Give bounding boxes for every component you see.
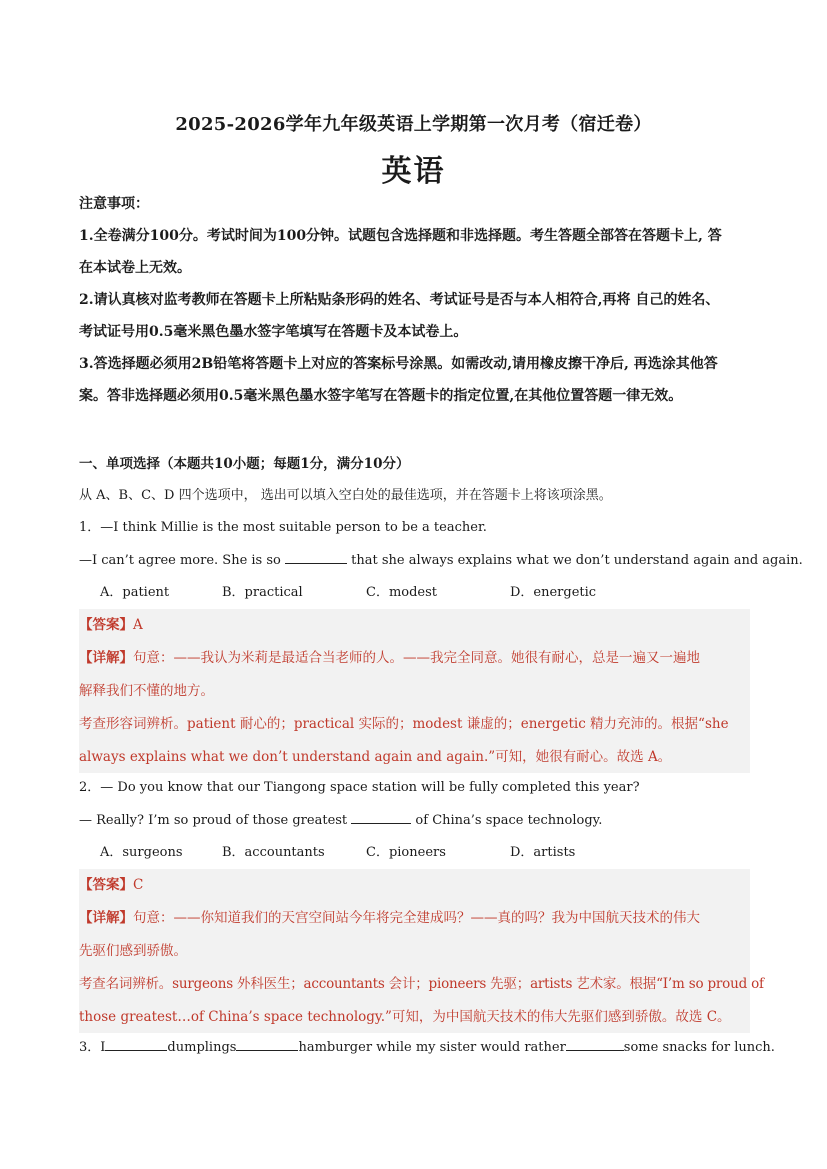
detail-line	[79, 642, 700, 675]
section-instruction: 从 A、B、C、D 四个选项中， 选出可以填入空白处的最佳选项，并在答题卡上将该项涂黑。	[79, 488, 612, 503]
exam-title: 2025-2026学年九年级英语上学期第一次月考（宿迁卷）	[175, 114, 652, 135]
notice-line: 案。答非选择题必须用0.5毫米黑色墨水签字笔写在答题卡的指定位置,在其他位置答题一律无效。	[79, 388, 683, 404]
question-2-stem: 2．— Do you know that our Tiangong space station will be fully completed this year?	[79, 780, 640, 795]
notice-heading: 注意事项：	[79, 196, 149, 212]
detail-text: 句意：——你知道我们的天宫空间站今年将完全建成吗？——真的吗？我为中国航天技术的伟大	[133, 910, 700, 926]
stem-text: dumplings	[167, 1040, 237, 1055]
notice-line: 2.请认真核对监考教师在答题卡上所粘贴条形码的姓名、考试证号是否与本人相符合,再将 自己的姓名、	[79, 292, 720, 308]
detail-label: 【详解】	[79, 910, 133, 926]
answer-blank	[351, 811, 411, 824]
option-c: C．modest	[366, 585, 438, 600]
answer-value: C	[133, 877, 144, 893]
detail-line: 考查名词辨析。surgeons 外科医生；accountants 会计；pioneers 先驱；artists 艺术家。根据“I’m so proud of	[79, 976, 764, 992]
question-3-stem	[79, 1038, 775, 1058]
notice-line: 1.全卷满分100分。考试时间为100分钟。试题包含选择题和非选择题。考生答题全部答在答题卡上, 答	[79, 228, 722, 244]
detail-label: 【详解】	[79, 650, 133, 666]
answer-blank	[236, 1038, 298, 1051]
answer-blank	[105, 1038, 167, 1051]
notice-line: 考试证号用0.5毫米黑色墨水签字笔填写在答题卡及本试卷上。	[79, 324, 468, 340]
detail-line	[79, 902, 700, 935]
answer-value: A	[133, 617, 143, 633]
option-b: B．practical	[222, 585, 303, 600]
section-heading: 一、单项选择（本题共10小题；每题1分，满分10分）	[79, 456, 410, 472]
detail-line: always explains what we don’t understand again and again.”可知，她很有耐心。故选 A。	[79, 749, 672, 765]
answer-line	[79, 869, 143, 902]
notice-block	[79, 188, 751, 412]
notice-line: 在本试卷上无效。	[79, 260, 191, 276]
answer-box-2	[79, 869, 764, 1033]
option-a: A．surgeons	[100, 845, 183, 860]
subject-title: 英语	[381, 154, 446, 189]
stem-text: some snacks for lunch.	[623, 1040, 775, 1055]
stem-text: of China’s space technology.	[411, 813, 603, 828]
detail-line: 考查形容词辨析。patient 耐心的；practical 实际的；modest 谦虚的；energetic 精力充沛的。根据“she	[79, 716, 729, 732]
question-1-stem: 1．—I think Millie is the most suitable person to be a teacher.	[79, 520, 487, 535]
answer-label: 【答案】	[79, 617, 133, 633]
stem-text: —I can’t agree more. She is so	[79, 553, 285, 568]
answer-box-1	[79, 609, 750, 773]
option-b: B．accountants	[222, 845, 325, 860]
detail-text: 句意：——我认为米莉是最适合当老师的人。——我完全同意。她很有耐心，总是一遍又一遍地	[133, 650, 700, 666]
answer-label: 【答案】	[79, 877, 133, 893]
option-d: D．energetic	[510, 585, 597, 600]
option-a: A．patient	[100, 585, 170, 600]
question-1-stem-2	[79, 551, 803, 571]
detail-line: those greatest…of China’s space technology.”可知，为中国航天技术的伟大先驱们感到骄傲。故选 C。	[79, 1009, 731, 1025]
stem-text: 3．I	[79, 1040, 106, 1055]
detail-line: 先驱们感到骄傲。	[79, 943, 187, 959]
question-2-stem-2	[79, 811, 754, 831]
answer-line	[79, 609, 143, 642]
stem-text: hamburger while my sister would rather	[298, 1040, 566, 1055]
stem-text: — Really? I’m so proud of those greatest	[79, 813, 352, 828]
notice-line: 3.答选择题必须用2B铅笔将答题卡上对应的答案标号涂黑。如需改动,请用橡皮擦干净后, 再选涂其他答	[79, 356, 718, 372]
answer-blank	[285, 551, 347, 564]
option-d: D．artists	[510, 845, 576, 860]
detail-line: 解释我们不懂的地方。	[79, 683, 214, 699]
stem-text: that she always explains what we don’t understand again and again.	[347, 553, 803, 568]
answer-blank	[566, 1038, 624, 1051]
option-c: C．pioneers	[366, 845, 446, 860]
